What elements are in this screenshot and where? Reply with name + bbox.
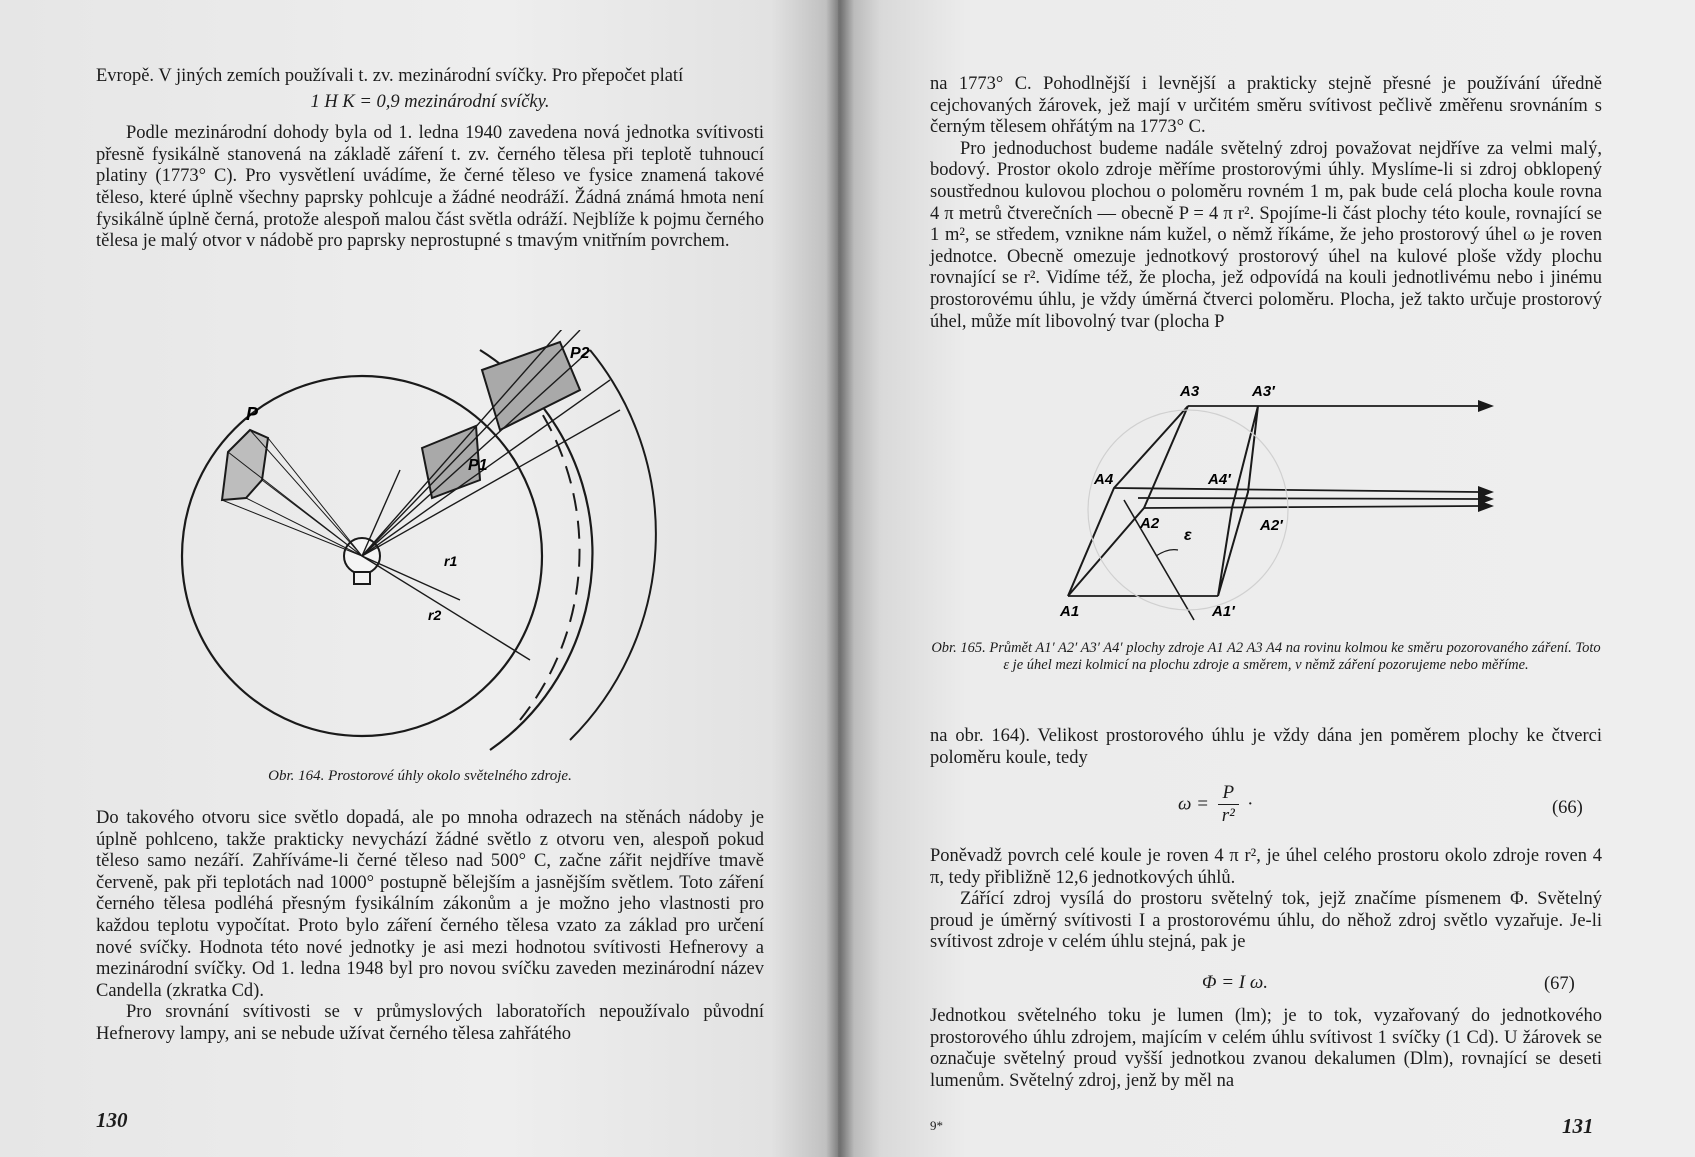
- label-a3p: A3′: [1252, 383, 1275, 400]
- label-a3: A3: [1180, 383, 1200, 400]
- right-page: [838, 0, 1695, 1157]
- eq66-den: r²: [1221, 805, 1235, 826]
- left-page: [0, 0, 838, 1157]
- right-paragraph-6: Jednotkou světelného toku je lumen (lm); je to tok, vyzařovaný do jednotkového prostorového úhlu zdrojem, majícím v celém úhlu svítivost 1 svíčky (1 Cd). U žárovek se označuje světelný proud vyšší jednotkou zvanou dekalumen (Dlm), rovnající se deseti lumenům. Světelný zdroj, jenž by měl na: [930, 1006, 1602, 1091]
- equation-67-number: (67): [1544, 974, 1575, 994]
- equation-66-number: (66): [1552, 798, 1583, 818]
- left-paragraph-3: Do takového otvoru sice světlo dopadá, ale po mnoha odrazech na stěnách nádoby je úplně pohlceno, takže prakticky nevychází žádné světlo z otvoru ven, alespoň pokud těleso samo nezáří. Zahříváme-li černé těleso nad 500° C, začne zářit nejdříve tmavě červeně, pak při teplotách nad 1000° postupně bělejším a jasnějším světlem. Toto záření černého tělesa podléhá přesným fysikálním zákonům a je možno jeho vlastnosti pro každou teplotu vypočítat. Proto bylo záření černého tělesa vzato za základ pro určení nové svíčky. Hodnota této nové jednotky je asi mezi hodnotou svítivosti Hefnerovy a mezinárodní svíčky. Od 1. ledna 1948 byl pro novou svíčku zaveden mezinárodní název Candella (zkratka Cd).: [96, 808, 764, 1001]
- signature-mark: 9*: [930, 1118, 943, 1133]
- eq66-lhs: ω =: [1178, 793, 1209, 815]
- label-a4: A4: [1094, 471, 1114, 488]
- right-paragraph-4: Poněvadž povrch celé koule je roven 4 π r², je úhel celého prostoru okolo zdroje roven 4 π, tedy přibližně 12,6 jednotkových úhlů.: [930, 846, 1602, 888]
- right-paragraph-5: Zářící zdroj vysílá do prostoru světelný tok, jejž značíme písmenem Φ. Světelný proud je úměrný svítivosti I a prostorovému úhlu, do něhož zdroj světlo vyzařuje. Je-li svítivost zdroje v celém úhlu stejná, pak je: [930, 889, 1602, 953]
- book-gutter: [826, 0, 854, 1157]
- eq66-num: P: [1218, 782, 1239, 805]
- label-a4p: A4′: [1208, 471, 1231, 488]
- right-text-bottom: [930, 1006, 1602, 1092]
- page-number-left: 130: [96, 1108, 128, 1132]
- label-a2p: A2′: [1260, 517, 1283, 534]
- page-number-right: 131: [1562, 1114, 1594, 1138]
- label-p1: P1: [468, 457, 488, 474]
- source-plate: [1068, 406, 1188, 596]
- label-a2: A2: [1140, 515, 1160, 532]
- formula-hk: 1 H K = 0,9 mezinárodní svíčky.: [310, 91, 550, 112]
- right-text-mid: [930, 846, 1602, 954]
- outer-arc: [570, 350, 656, 740]
- equation-67: Φ = I ω.: [1202, 972, 1269, 993]
- label-p: P: [246, 404, 259, 424]
- label-r1: r1: [444, 553, 458, 569]
- right-paragraph-1: na 1773° C. Pohodlnější i levnější a prakticky stejně přesné je používání úředně cejchovaných žárovek, jež mají v určitém směru svítivost pečlivě změřenu srovnáním s černým tělesem ohřátým na 1773° C.: [930, 74, 1602, 138]
- caption-165: Obr. 165. Průmět A1′ A2′ A3′ A4′ plochy zdroje A1 A2 A3 A4 na rovinu kolmou ke směru pozorovaného záření. Toto ε je úhel mezi kolmicí na plochu zdroje a směrem, v němž záření pozorujeme nebo měříme.: [931, 640, 1601, 673]
- projection-plane: [1218, 406, 1258, 596]
- eq66-tail: ·: [1247, 793, 1253, 815]
- right-paragraph-3: na obr. 164). Velikost prostorového úhlu je vždy dána jen poměrem plochy ke čtverci poloměru koule, tedy: [930, 726, 1602, 768]
- caption-164: Obr. 164. Prostorové úhly okolo světelného zdroje.: [268, 768, 572, 784]
- label-epsilon: ε: [1184, 527, 1192, 544]
- left-paragraph-4: Pro srovnání svítivosti se v průmyslových laboratořích nepoužívalo původní Hefnerovy lampy, ani se nebude užívat černého tělesa zahřátého: [96, 1002, 764, 1044]
- left-paragraph-1: Evropě. V jiných zemích používali t. zv. mezinárodní svíčky. Pro přepočet platí: [96, 66, 684, 86]
- label-a1p: A1′: [1212, 603, 1235, 620]
- radius-r2: [362, 556, 530, 660]
- right-paragraph-2: Pro jednoduchost budeme nadále světelný zdroj považovat nejdříve za velmi malý, bodový. Prostor okolo zdroje měříme prostorovými úhly. Myslíme-li si zdroj obklopený soustřednou kulovou plochou o poloměru rovném 1 m, pak bude celá plocha koule rovna 4 π metrů čtverečních — obecně P = 4 π r². Spojíme-li část plochy této koule, rovnající se 1 m², se středem, vznikne nám kužel, o němž říkáme, že jeho prostorový úhel ω je roven jednotce. Obecně omezuje jednotkový prostorový úhel na kulové ploše vždy plochu rovnající se r². Vidíme též, že plocha, jež odpovídá na kouli jednotlivému nebo i jinému prostorovému úhlu, je vždy úměrná čtverci poloměru. Plocha, jež takto určuje prostorový úhel, může mít libovolný tvar (plocha P: [930, 138, 1602, 332]
- left-text-top: [96, 66, 764, 253]
- label-a1: A1: [1060, 603, 1080, 620]
- label-p2: P2: [570, 345, 590, 362]
- figure-164: [150, 330, 690, 770]
- label-r2: r2: [428, 607, 442, 623]
- right-paragraph-3-block: [930, 726, 1602, 769]
- equation-66: [1178, 782, 1252, 827]
- left-text-bottom: [96, 808, 764, 1046]
- right-text-top: [930, 74, 1602, 333]
- dashed-arc-1: [510, 370, 580, 720]
- figure-165: [1038, 380, 1518, 630]
- left-paragraph-2: Podle mezinárodní dohody byla od 1. ledna 1940 zavedena nová jednotka svítivosti přesně fysikálně stanovená na základě záření t. zv. černého tělesa při teplotě tuhnoucí platiny (1773° C). Pro vysvětlení uvádíme, že černé těleso ve fysice znamená takové těleso, které úplně všechny paprsky pohlcuje a žádné neodráží. Žádná známá hmota není fysikálně úplně černá, protože alespoň malou část světla odráží. Nejblíže k pojmu černého tělesa je malý otvor v nádobě pro paprsky neprostupné s tmavým vnitřním povrchem.: [96, 123, 764, 252]
